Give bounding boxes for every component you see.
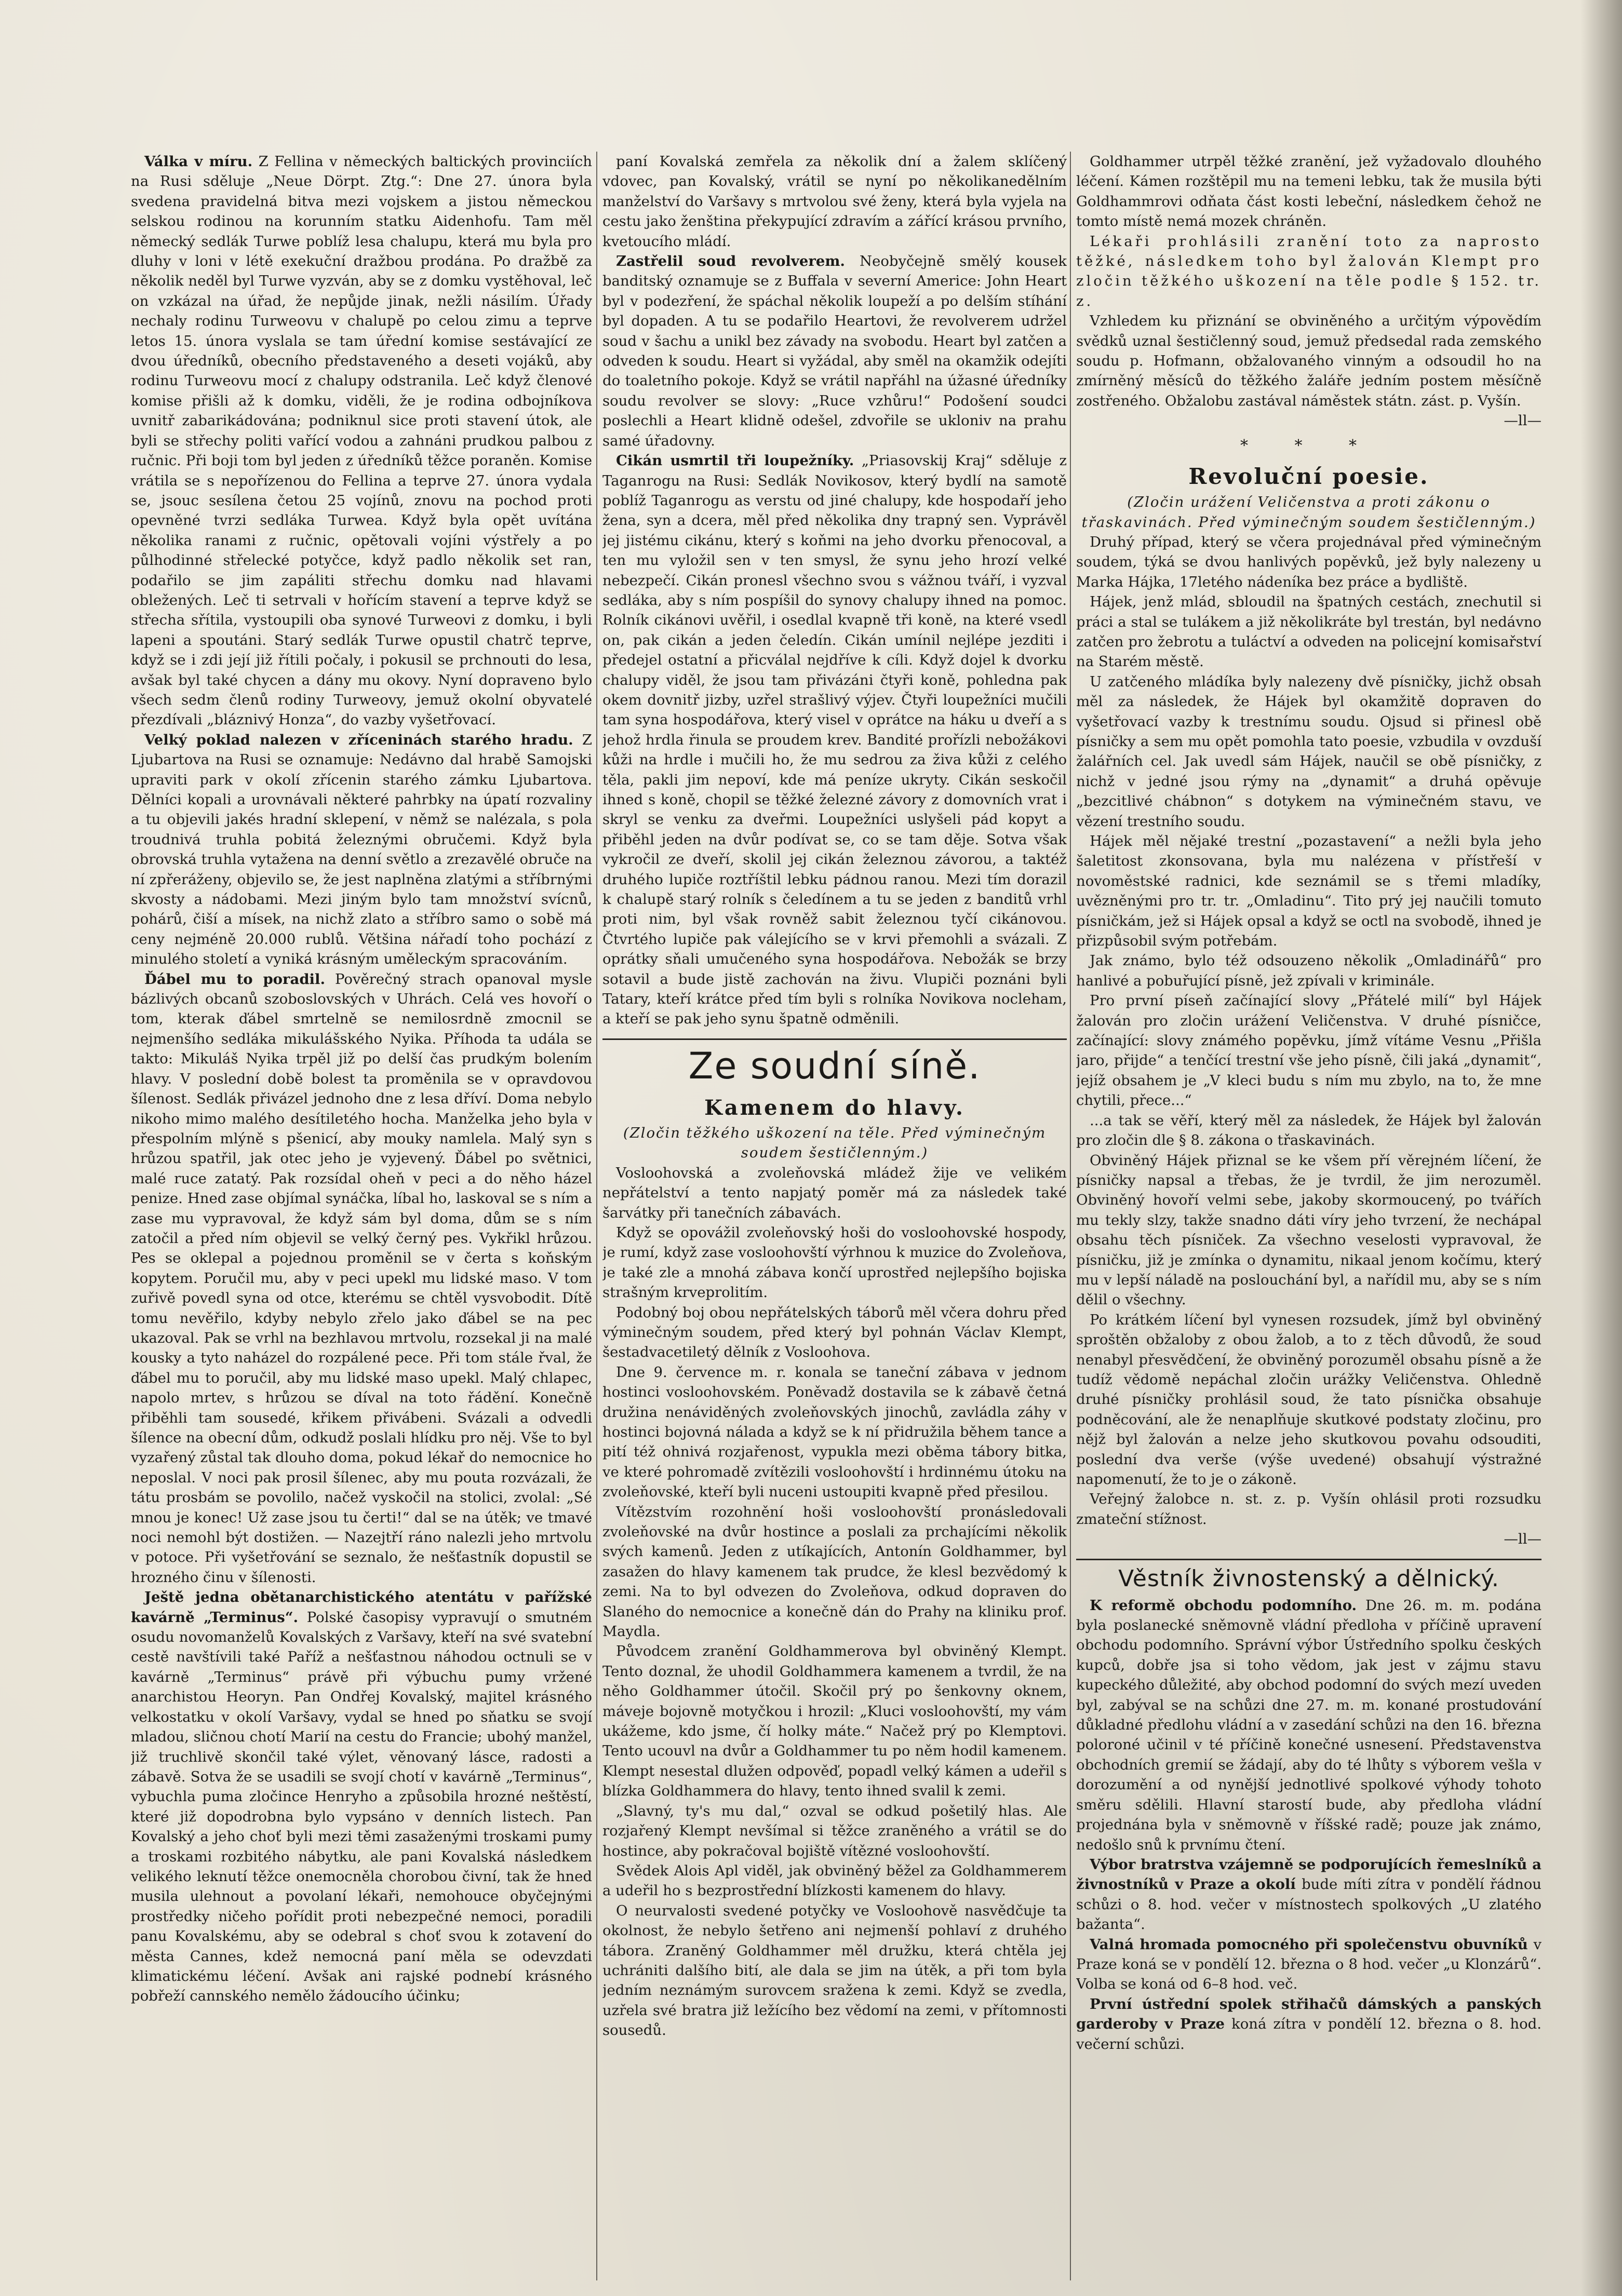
court-paragraph: Vítězstvím rozohnění hoši vosloohovští pronásledovali zvoleňovské na dvůr hostince a poslali za prchajícími několik svých kamenů. Jeden z utíkajících, Antonín Goldhammer, byl zasažen do hlavy kamenem tak prudce, že klesl bezvědomý k zemi. Na to byl odvezen do Zvoleňova, odkud dopraven do Slaného do nemocnice a konečně dán do Prahy na kliniku prof. Maydla. [602, 1503, 1067, 1640]
revolution-paragraph: Veřejný žalobce n. st. z. p. Vyšín ohlásil proti rozsudku zmateční stížnost. [1076, 1491, 1541, 1528]
article-lead: Velký poklad nalezen v zříceninách starého hradu. [144, 731, 573, 748]
article-text: koná zítra v pondělí 12. března o 8. hod. večerní schůzi. [1076, 2016, 1541, 2052]
column-left [131, 152, 592, 2280]
article-deck: (Zločin těžkého uškození na těle. Před výminečným soudem šestičlenným.) [623, 1124, 1047, 1161]
article-lead: Ještě jedna obětanarchistického atentátu v pařížské kavárně „Terminus“. [131, 1589, 592, 1626]
column-middle [602, 152, 1067, 2280]
article-headline-revolucni-poesie: Revoluční poesie. [1188, 464, 1429, 490]
revolution-paragraph: Hájek, jenž mlád, sbloudil na špatných cestách, znechutil si práci a stal se tulákem a již několikráte byl trestán, byl nedávno zatčen pro žebrotu a tuláctví a odveden na policejní komisařství na Starém městě. [1076, 593, 1541, 670]
court-paragraph: Když se opovážil zvoleňovský hoši do vosloohovské hospody, je rumí, když zase vosloohovští výrhnou k muzice do Zvoleňova, je také zle a mnohá zábava končí uprostřed nejlepšího bojiska strašným krveprolitím. [602, 1224, 1067, 1301]
article-text: Dne 26. m. m. podána byla poslanecké sněmovně vládní předloha v příčině upravení obchodu podomního. Správní výbor Ústředního spolku českých kupců, dobře jsa si toho vědom, jak jest v zájmu stavu kupeckého důležité, aby obchod podomní do svých mezí uveden byl, zabýval se na schůzi dne 27. m. m. konané prostudování důkladné předlohu vládní a v zasedání schůzi na den 16. března poloroné učinil v té příčině konečné usnesení. Představenstva obchodních gremií se žádají, aby do té lhůty s výborem vešla v dorozumění a od nynější jednotlivé spolkové výhody tohoto směru sdělili. Hlavní starostí bude, aby předloha vládní projednána byla v sněmovně v říšské radě; pouze jak známo, nedošlo snů k prvnímu čtení. [1076, 1597, 1541, 1853]
court-paragraph: Svědek Alois Apl viděl, jak obviněný běžel za Goldhammerem a udeřil ho s bezprostřední blízkosti kamenem do hlavy. [602, 1862, 1067, 1899]
article-lead: Válka v míru. [144, 153, 253, 170]
article-text: „Priasovskij Kraj“ sděluje z Taganrogu na Rusi: Sedlák Novikosov, který bydlí na samotě poblíž Taganrogu as verstu od jiné chalupy, kde hospodaří jeho žena, syn a dcera, měl před několika dny trapný sen. Vyprávěl jej jistému cikánu, který s koňmi na jeho dvorku přenocoval, a ten mu vyložil sen v ten smysl, že synu jeho hrozí velké nebezpečí. Cikán pronesl všechno svou s vážnou tváří, i vyzval sedláka, aby s ním pospíšil do synovy chalupy ihned na pomoc. Rolník cikánovi uvěřil, i osedlal kvapně tři koně, na které vsedl on, pak cikán a jeden čeledín. Cikán umínil nejlépe jezditi i předejel ostatní a přicválal nejdříve k cíli. Když dojel k dvorku chalupy viděl, že jsou tam přivázáni čtyři koně, pohledna pak okem dovnitř jizby, uzřel strašlivý výjev. Čtyři loupežníci mučili tam syna hospodářova, který visel v oprátce na háku u dveří a s jehož hrdla řinula se proudem krev. Bandité prořízli nebožákovi kůži na hrdle i mučili ho, že mu sedrou za živa kůži z celého těla, pakli jim nepoví, kde má peníze ukryty. Cikán seskočil ihned s koně, chopil se těžké železné závory z domovních vrat i skryl se venku za dveřmi. Loupežníci uslyšeli pád kopyt a přiběhl jeden na dvůr podívat se, co se tam děje. Sotva však vykročil ze dveří, skolil jej cikán železnou závorou, a taktéž druhého lupiče roztříštil lebku pádnou ranou. Mezi tím dorazil k chalupě starý rolník s čeledínem a tu se jeden z banditů vrhl proti nim, byl však rovněž sabit železnou tyčí cikánovou. Čtvrtého lupiče pak válejícího se v krvi přemohli a svázali. Z oprátky sňali umučeného syna hospodářova. Nebožák se brzy sotavil a bude jistě zachován na živu. Vlupiči poznáni byli Tatary, kteří krátce před tím byli s rolníka Novikova nocleham, a kteří se pak jeho synu špatně odměnili. [602, 452, 1067, 1028]
revolution-paragraph: Pro první píseň začínající slovy „Přátelé milí“ byl Hájek žalován pro zločin urážení Veličenstva. V druhé písničce, začínající: slovy známého popěvku, jímž vítáme Vesnu „Přišla jaro, přijde“ a tenčící trestní vše jeho písně, čili jaká „dynamit“, jejíž obsahem je „V kleci budu s ním mu zbylo, na to, že mne chytili, přece...“ [1076, 992, 1541, 1109]
article-text: bude míti zítra v pondělí řádnou schůzi o 8. hod. večer v místnostech spolkových „U zlatého bažanta“. [1076, 1876, 1541, 1933]
article-text: v Praze koná se v pondělí 12. března o 8 hod. večer „u Klonzárů“. Volba se koná od 6–8 hod. več. [1076, 1936, 1541, 1993]
revolution-paragraph: Druhý případ, který se včera projednával před výminečným soudem, týká se dvou hanlivých popěvků, jež byly nalezeny u Marka Hájka, 17letého nádeníka bez práce a bydliště. [1076, 533, 1541, 590]
article-lead: Výbor bratrstva vzájemně se podporujících řemeslníků a živnostníků v Praze a okolí [1076, 1856, 1541, 1893]
trade-item [1076, 1994, 1541, 2054]
article-text: Polské časopisy vypravují o smutném osudu novomanželů Kovalských z Varšavy, kteří na své svatební cestě navštívili také Paříž a nešťastnou náhodou octnuli se v kavárně „Terminus“ právě při výbuchu pumy vržené anarchistou Heoryn. Pan Ondřej Kovalský, majitel krásného velkostatku v okolí Varšavy, vydal se hned po sňatku se svojí mladou, sličnou chotí Marií na cestu do Francie; ubohý manžel, již truchlivě skončil také výlet, věnovaný lásce, radosti a zábavě. Sotva že se usadili se svojí chotí v kavárně „Terminus“, vybuchla puma zločince Henryho a způsobila hrozné neštěstí, které již dopodrobna bylo vypsáno v denních listech. Pan Kovalský a jeho choť byli mezi těmi zasaženými troskami pumy a troskami rozbitého nábytku, ale pani Kovalská následkem velikého leknutí těžce onemocněla chorobou čivní, tak že hned musila ulehnout a povolaní lékaři, nemohouce obyčejnými prostředky ničeho pořídit proti nebezpečné nemoci, poradili panu Kovalskému, aby se odebral s choť svou k zotavení do města Cannes, kdež nemocná paní měla se odevzdati klimatickému léčení. Avšak ani rajské podnebí krásného pobřeží cannského nemělo žádoucího účinku; [131, 1609, 592, 2005]
article-deck: (Zločin urážení Veličenstva a proti zákonu o třaskavinách. Před výminečným soudem šestičlenným.) [1081, 494, 1536, 531]
revolution-paragraph: Obviněný Hájek přiznal se ke všem pří věrejném líčení, že písničky napsal a třebas, že je tvrdil, že jim nerozuměl. Obviněný hovoří velmi sebe, jakoby skormoucený, po tvářích mu tekly slzy, takže snadno dáti víry jeho tvrzení, že nechápal obsahu těch písniček. Za všechno veselosti vypravoval, že písničku, již je zmínka o dynamitu, nikaal jenom kočímu, který mu v lepší náladě na poslouchání byl, a nařídil mu, aby se s ním dělil o všechny. [1076, 1152, 1541, 1308]
author-signature: —ll— [1504, 1531, 1541, 1548]
article-lead: Cikán usmrtil tři loupežníky. [616, 452, 854, 469]
article-text: Neobyčejně smělý kousek banditský oznamuje se z Buffala v severní Americe: John Heart byl v podezření, že spáchal několik loupeží a po delším stíhání byl dopaden. A tu se podařilo Heartovi, že revolverem udržel soud v šachu a unikl bez závady na svobodu. Heart byl zatčen a odveden k soudu. Heart si vyžádal, aby směl na okamžik odejíti do toaletního pokoje. Když se vrátil napřáhl na úžasné úředníky soudu revolver se slovy: „Ruce vzhůru!“ Podošení soudci poslechli a Heart klidně odešel, zdvořile se ukloniv na prahu samé úřadovny. [602, 253, 1067, 449]
revolution-paragraph: Hájek měl nějaké trestní „pozastavení“ a nežli byla jeho šaletitost zkonsovana, byla mu nalézena v přístřeší v novoměstské radnici, kde seznámil se s třemi mladíky, uvězněnými pro tr. tr. „Omladinu“. Tito prý jej naučili tomuto písničkám, jež si Hájek opsal a když se octl na svobodě, ihned je přizpůsobil svým potřebám. [1076, 833, 1541, 950]
section-title-ze-soudni-sine: Ze soudní síně. [602, 1038, 1067, 1088]
article-continuation [602, 152, 1067, 251]
column-rule-left [596, 152, 597, 2280]
article-lead: Valná hromada pomocného při společenstvu obuvníků [1090, 1936, 1528, 1953]
revolution-paragraph: Jak známo, bylo též odsouzeno několik „Omladinářů“ pro hanlivé a pobuřující písně, jež zpívali v kriminále. [1076, 952, 1541, 989]
court-paragraph: O neurvalosti svedené potyčky ve Vosloohově nasvědčuje ta okolnost, že nebylo šetřeno ani nejmenší pohlaví z druhého tábora. Zraněný Goldhammer měl družku, která chtěla jej uchrániti dalšího bití, ale dala se jim na útěk, a při tom byla jedním neznámým surovcem sražena k zemi. Když se zvedla, uzřela své bratra již ležícího bez vědomí na zemi, v přítomnosti sousedů. [602, 1902, 1067, 2039]
article-dabel-mu-to-poradil [131, 969, 592, 1588]
column-right [1076, 152, 1541, 2280]
article-lead: Ďábel mu to poradil. [144, 970, 326, 988]
article-text: Pověrečný strach opanoval mysle bázlivých obcanů szoboslovských v Uhrách. Celá ves hovoří o tom, kterak ďábel smrtelně se nemilosrdně zmocnil se nejmenšího sedláka mikulášského Nyika. Příhoda ta udála se takto: Mikuláš Nyika trpěl již po delší čas prudkým bolením hlavy. V poslední době bolest ta proměnila se v opravdovou šílenost. Sedlák přivázel jednoho dne z lesa dříví. Doma nebylo nikoho mimo malého desítiletého hocha. Manželka jeho byla v přespolním mlýně s pšenicí, aby mouky namlela. Malý syn s hrůzou spatřil, jak otec jeho je vyjevený. Ďábel po světnici, malé ruce zatatý. Pak rozsídal oheň v peci a do něho házel penize. Hned zase objímal synáčka, líbal ho, laskoval se s ním a zase mu vypravoval, že když sám byl doma, dům se s ním zatočil a před ním objevil se velký černý pes. Vykřikl hrůzou. Pes se oklepal a pojednou proměnil se v čerta s koňským kopytem. Poručil mu, aby v peci upekl mu lidské maso. V tom zuřivě povedl syna od otce, kterému se chtěl vysvobodit. Dítě tomu nevěřilo, kdyby nebylo zřelo jako ďábel se na pec ukazoval. Pak se vrhl na bezhlavou mrtvolu, rozsekal ji na malé kousky a tyto naházel do rozpálené pece. Při tom stále řval, že ďábel mu to poručil, aby mu lidské maso upekl. Malý chlapec, napolo mrtev, s hrůzou se díval na toto řádění. Konečně přiběhli tam sousedé, křikem přivábeni. Svázali a odvedli šílence na obecní dům, odkudž poslali hlídku pro něj. Vše to byl vyzařený zůstal tak dlouho doma, pokud lékař do nemocnice ho neposlal. V noci pak prosil šílenec, aby mu pouta rozvázali, že tátu prosbám se povolilo, načež vyskočil na stolici, zvolal: „Sé mnou je konec! Už zase jsou tu čerti!“ dal se na útěk; ve tmavé noci nemohl být dostižen. — Nazejtří ráno nalezli jeho mrtvolu v potoce. Při vyšetřování se seznalo, že nešťastník dopustil se hrozného činu v šílenosti. [131, 970, 592, 1586]
court-paragraph: Lékaři prohlásili zranění toto za naprosto těžké, následkem toho byl žalován Klempt pro zločin těžkého uškození na těle podle § 152. tr. z. [1076, 233, 1541, 309]
article-zastrelil-soud [602, 251, 1067, 451]
article-valka-v-miru [131, 152, 592, 730]
article-lead: K reformě obchodu podomního. [1090, 1597, 1357, 1614]
revolution-paragraph: Po krátkém líčení byl vynesen rozsudek, jímž byl obviněný sproštěn obžaloby z obou žalob, a to z těch důvodů, že soud nenabyl přesvědčení, že obviněný porozuměl obsahu písně a že tudíž vědomě nepáchal zločin urážky Veličenstva. Ohledně druhé písničky prohlásil soud, že tato písnička obsahuje podněcování, ale že nenaplňuje skutkové podstaty zločinu, pro nějž byl žalován a nelze jeho skutkovou povahu odsouditi, poslední dva verše (výše uvedené) obsahují výstražné napomenutí, že to je o zákoně. [1076, 1311, 1541, 1488]
revolution-paragraph: U zatčeného mládíka byly nalezeny dvě písničky, jichž obsah měl za následek, že Hájek byl okamžitě dopraven do vyšetřovací vazby k trestnímu soudu. Ojsud si přinesl obě písničky a sem mu opět pomohla tato poesie, vzbudila v ovzduší žalářních cel. Jak uvedl sám Hájek, naučil se obě písničky, z nichž v jedné jsou rýmy na „dynamit“ a druhá opěvuje „bezcitlivé chábnon“ s dotykem na výminečném stavu, ve vězení trestního soudu. [1076, 673, 1541, 830]
column-rule-right [1070, 152, 1071, 2280]
section-divider-stars: * * * [1240, 436, 1378, 455]
article-headline: Kamenem do hlavy. [704, 1095, 965, 1120]
court-paragraph: Goldhammer utrpěl těžké zranění, jež vyžadovalo dlouhého léčení. Kámen rozštěpil mu na temeni lebku, tak že musila býti Goldhammrovi odňata část kosti lebeční, následkem čehož ne tomto místě nemá mozek chráněn. [1076, 153, 1541, 230]
article-text: Z Ljubartova na Rusi se oznamuje: Nedávno dal hrabě Samojski upraviti park v okolí zřícenin starého zámku Ljubartova. Dělníci kopali a urovnávali některé pahrbky na úpatí rozvaliny a tu objevili jakés hradní sklepení, v němž se nalézala, s pola troudnivá truhla pobitá železnými obručemi. Když byla obrovská truhla vytažena na denní světlo a zrezavělé obruče na ní zpřeráženy, objevilo se, že jest naplněna zlatými a stříbrnými skvosty a nádobami. Mezi jiným bylo tam množství svícnů, pohárů, čiší a mísek, na nichž zlato a stříbro samo o sobě má ceny nejméně 20.000 rublů. Většina nářadí toho pochází z minulého století a vyniká krásným uměleckým spracováním. [131, 731, 592, 968]
court-paragraph: Dne 9. července m. r. konala se taneční zábava v jednom hostinci vosloohovském. Poněvadž dostavila se k zábavě četná družina nenáviděných zvoleňovských jinochů, zavládla záhy v hostinci bojovná nálada a když se k ní přidružila během tance a pití též ohnivá rozjařenost, vypukla mezi oběma tábory bitka, ve které pohromadě zvítězili vosloohovští i hrdinnému útoku na zvoleňovské, kteří byli nuceni ustoupiti kvapně před přesilou. [602, 1363, 1067, 1501]
revolution-paragraph: ...a tak se věří, který měl za následek, že Hájek byl žalován pro zločin dle § 8. zákona o třaskavinách. [1076, 1112, 1541, 1149]
court-paragraph: Původcem zranění Goldhammerova byl obviněný Klempt. Tento doznal, že uhodil Goldhammera kamenem a tvrdil, že na něho Goldhammer útočil. Skočil prý po šenkovny oknem, máveje bojovně motyčkou i hrozil: „Kluci vosloohovští, my vám ukážeme, kdo jsme, čí holky máte.“ Načež prý po Klemptovi. Tento ucouvl na dvůr a Goldhammer tu po něm hodil kamenem. Klempt nesestal dlužen odpověď, popadl velký kámen a udeřil s blízka Goldhammera do hlavy, tento ihned svalil k zemi. [602, 1643, 1067, 1800]
article-lead: První ústřední spolek střihačů dámských a panských garderoby v Praze [1076, 1995, 1541, 2033]
page-edge-shadow [1580, 0, 1622, 2296]
article-velky-poklad [131, 730, 592, 969]
article-lead: Zastřelil soud revolverem. [616, 253, 845, 270]
trade-item [1076, 1596, 1541, 1855]
trade-item [1076, 1855, 1541, 1935]
trade-item [1076, 1935, 1541, 1994]
court-paragraph: „Slavný, ty's mu dal,“ ozval se odkud pošetilý hlas. Ale rozjařený Klempt nevšímal si těžce zraněného a vrátil se do hostince, aby pokračoval bojiště vítězné vosloohovští. [602, 1802, 1067, 1859]
author-signature: —ll— [1504, 412, 1541, 429]
court-paragraph: Vosloohovská a zvoleňovská mládež žije ve velikém nepřátelství a tento napjatý poměr má za následek také šarvátky při tanečních zábavách. [602, 1164, 1067, 1221]
article-text: paní Kovalská zemřela za několik dní a žalem sklíčený vdovec, pan Kovalský, vrátil se nyní po několikanedělním manželství do Varšavy s mrtvolou své ženy, která byla vyjela na cestu jako ženština překypující zdravím a zářící krásou prvního, kvetoucího mládí. [602, 153, 1067, 250]
court-paragraph: Podobný boj obou nepřátelských táborů měl včera dohru před výminečným soudem, před který byl pohnán Václav Klempt, šestadvacetiletý dělník z Vosloohova. [602, 1304, 1067, 1361]
article-terminus [131, 1587, 592, 2006]
section-title-vestnik: Věstník živnostenský a dělnický. [1076, 1559, 1541, 1593]
article-cikan [602, 451, 1067, 1029]
article-text: Z Fellina v německých baltických provinciích na Rusi sděluje „Neue Dörpt. Ztg.“: Dne 27. února byla svedena pravidelná bitva mezi vojskem a jistou německou selskou rodinou na korunním statku Aidenhofu. Tam měl německý sedlák Turwe poblíž lesa chalupu, která mu byla pro dluhy v loni v létě exekuční dražbou prodána. Po dražbě za několik neděl byl Turwe vyzván, aby se z domku vystěhoval, leč on vzkázal na úřad, že nepůjde jinak, nežli násilím. Úřady nechaly rodinu Turweovu v chalupě po celou zimu a teprve letos 15. února vyslala se tam úřední komise sestávající ze dvou úředníků, obecního představeného a deseti vojáků, aby rodinu Turweovu mocí z chalupy odstranila. Leč když členové komise přišli až k domku, viděli, že je rodina odbojníkova uvnitř zabarikádována; podniknul sice proti stavení útok, ale byli se střechy politi vařící vodou a zahnáni prudkou palbou z ručnic. Při boji tom byl jeden z úředníků těžce poraněn. Komise vrátila se s nepořízenou do Fellina a teprve 27. února vydala se, jsouc sesílena četou 25 vojínů, znovu na pochod proti opevněné tvrzi sedláka Turwea. Když byla opět uvítána několika ranami z ručnic, opětovali vojíni výstřely a po půlhodinné střelecké potyčce, když padlo několik set ran, podařilo se jim zapáliti střechu domku nad hlavami obležených. Leč ti setrvali v hořícím stavení a teprve když se střecha sřítila, vystoupili oba synové Turweovi z domku, i byli lapeni a spoutáni. Starý sedlák Turwe opustil chatrč teprve, když se i zdi její již řítili počaly, i pokusil se prchnouti do lesa, avšak byl také chycen a dány mu okovy. Nyní dopraveno bylo všech sedm členů rodiny Turweovy, jemuž okolní obyvatelé přezdívali „bláznivý Honza“, do vazby vyšetřovací. [131, 153, 592, 728]
court-paragraph: Vzhledem ku přiznání se obviněného a určitým výpovědím svědků uznal šestičlenný soud, jemuž předsedal rada zemského soudu p. Hofmann, obžalovaného vinným a odsoudil ho na zmírněný měsíců do těžkého žaláře jedním postem měsíčně zostřeného. Obžalobu zastával náměstek státn. zást. p. Vyšín. [1076, 313, 1541, 409]
